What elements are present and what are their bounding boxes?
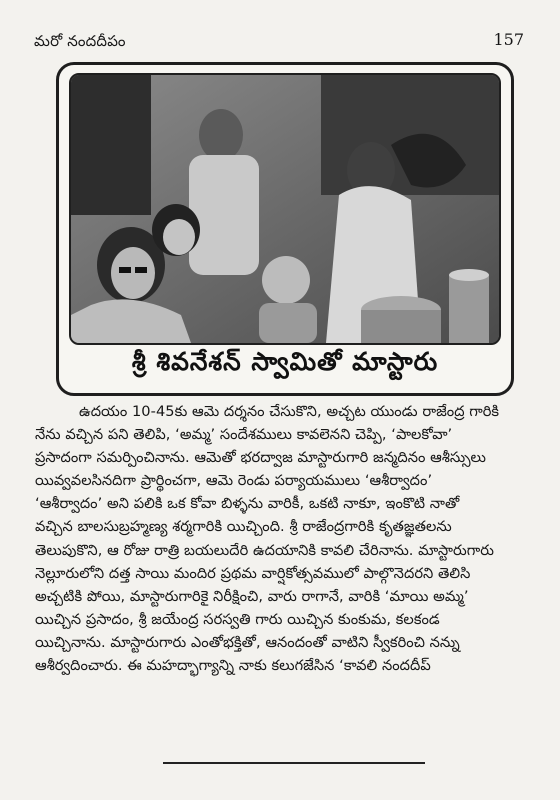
text-line: ఉదయం 10-45కు ఆమె దర్శనం చేసుకొని, అచ్చట యుండు రాజేంద్ర గారికి xyxy=(79,403,500,420)
text-line: ఆశీర్వదించారు. ఈ మహద్భాగ్యాన్ని నాకు కలుగజేసిన ‘కావలి నందదీప్ xyxy=(35,657,431,675)
section-divider xyxy=(163,762,425,764)
text-line: యివ్వవలసినదిగా ప్రార్థించగా, ఆమె రెండు పర్యాయములు ‘ఆశీర్వాదం’ xyxy=(35,472,433,490)
page-header xyxy=(34,28,526,54)
text-line: అచ్చటికి పోయి, మాస్టారుగారికై నిరీక్షించి, వారు రాగానే, వారికి ‘మాయి అమ్మ’ xyxy=(35,587,469,605)
text-line: యిచ్చినాను. మాస్టారుగారు ఎంతోభక్తితో, ఆనందంతో వాటిని స్వీకరించి నన్ను xyxy=(35,633,460,651)
text-line: నేను వచ్చిన పని తెలిపి, ‘అమ్మ’ సందేశములు కావలెనని చెప్పి, ‘పాలకోవా’ xyxy=(35,426,453,444)
text-line: యిచ్చిన ప్రసాదం, శ్రీ జయేంద్ర సరస్వతి గారు యిచ్చిన కుంకుమ, కలకండ xyxy=(35,610,440,628)
text-line: తెలుపుకొని, ఆ రోజు రాత్రి బయలుదేరి ఉదయానికి కావలి చేరినాను. మాస్టారుగారు xyxy=(35,541,494,559)
page-number: 157 xyxy=(493,30,524,49)
body-text xyxy=(35,400,529,677)
photo-frame xyxy=(56,62,514,396)
photo-caption: శ్రీ శివనేశన్ స్వామితో మాస్టారు xyxy=(131,347,439,376)
text-line: ‘ఆశీర్వాదం’ అని పలికి ఒక కోవా బిళ్ళను వారికీ, ఒకటి నాకూ, ఇంకొటి నాతో xyxy=(35,495,460,513)
text-line: వచ్చిన బాలసుబ్రహ్మణ్య శర్మగారికి యిచ్చింది. శ్రీ రాజేంద్రగారికి కృతజ్ఞతలను xyxy=(35,518,452,536)
text-line: నెల్లూరులోని దత్త సాయి మందిర ప్రథమ వార్షికోత్సవములో పాల్గొనెదరని తెలిసి xyxy=(35,564,471,582)
photograph xyxy=(69,73,501,345)
text-line: ప్రసాదంగా సమర్పించినాను. ఆమెతో భరద్వాజ మాస్టారుగారి జన్మదినం ఆశీస్సులు xyxy=(35,449,487,467)
running-title: మరో నందదీపం xyxy=(34,32,126,50)
